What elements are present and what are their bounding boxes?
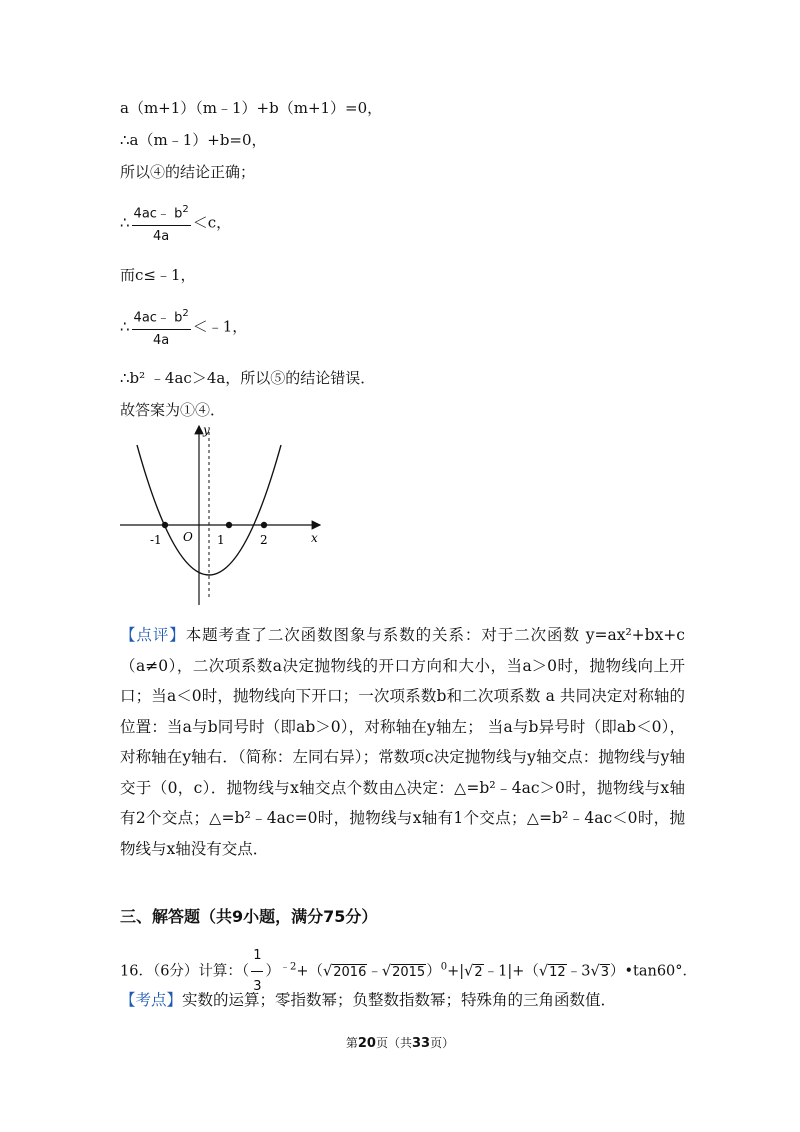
fraction-numerator: 4ac﹣ $b^2$ bbox=[132, 304, 191, 330]
comment-paragraph bbox=[120, 620, 685, 864]
origin-label: O bbox=[183, 530, 193, 544]
page-total: 33 bbox=[412, 1036, 431, 1051]
comment-tag: 【点评】 bbox=[120, 626, 186, 644]
fraction-numerator: 4ac﹣ $b^2$ bbox=[132, 200, 191, 226]
fraction-line-2 bbox=[120, 304, 247, 351]
root-point-left bbox=[162, 522, 168, 528]
text-line-8: 故答案为①④． bbox=[120, 401, 226, 419]
fraction-line-1 bbox=[120, 200, 231, 247]
kaodian-line bbox=[120, 990, 616, 1010]
kaodian-text: 实数的运算；零指数幂；负整数指数幂；特殊角的三角函数值． bbox=[182, 991, 617, 1009]
text-line-1: a（m+1）（m﹣1）+b（m+1）=0， bbox=[120, 99, 383, 117]
text-line-7: ∴b² ﹣4ac＞4a，所以⑤的结论错误． bbox=[120, 369, 376, 387]
tick-label-neg1: -1 bbox=[150, 533, 162, 547]
x-axis-label: x bbox=[311, 531, 318, 545]
tick-label-2: 2 bbox=[260, 533, 268, 547]
therefore-symbol: ∴ bbox=[120, 213, 130, 232]
root-point-right bbox=[261, 522, 267, 528]
fraction-line-2-tail: ＜﹣1， bbox=[192, 317, 248, 336]
fraction bbox=[132, 200, 191, 247]
comment-text: 本题考查了二次函数图象与系数的关系：对于二次函数 y=ax²+bx+c（a≠0），二次项系数a决定抛物线的开口方向和大小，当a＞0时，抛物线向上开口；当a＜0时，抛物线向下开口；一次项系数b和二次项系数 a 共同决定对称轴的位置：当a与b同号时（即ab＞0），对称轴在y轴左； 当a与b异号时（即ab＜0），对称轴在y轴右．（简称：左同右异）；常数项c决定抛物线与y轴交点：抛物线与y轴交于（0，c）．抛物线与x轴交点个数由△决定：△=b²﹣4ac＞0时，抛物线与x轴有2个交点；△=b²﹣4ac=0时，抛物线与x轴有1个交点；△=b²﹣4ac＜0时，抛物线与x轴没有交点． bbox=[120, 626, 685, 858]
tick-label-1: 1 bbox=[217, 533, 225, 547]
y-axis-label: y bbox=[203, 423, 210, 437]
q16-fraction: $\frac{1}{3}$ bbox=[251, 942, 263, 1001]
text-line-2: ∴a（m﹣1）+b=0， bbox=[120, 131, 267, 149]
therefore-symbol: ∴ bbox=[120, 317, 130, 336]
fraction-line-1-tail: ＜c， bbox=[192, 213, 232, 232]
text-line-3: 所以④的结论正确； bbox=[120, 163, 256, 181]
text-line-5: 而c≤﹣1， bbox=[120, 266, 196, 284]
kaodian-tag: 【考点】 bbox=[120, 991, 183, 1009]
fraction-denominator: 4a bbox=[153, 333, 170, 349]
page-footer: 第20页（共33页） bbox=[345, 1036, 455, 1051]
question-16: 16．（6分）计算：（ $\frac{1}{3}$ ）$^{﹣2}$+（√2016﹣√2015）$^0$+|√2﹣1|+（√12﹣3√3）•tan60°． bbox=[120, 942, 697, 1001]
fraction bbox=[132, 304, 191, 351]
parabola-graph bbox=[115, 420, 345, 610]
section-heading: 三、解答题（共9小题，满分75分） bbox=[120, 907, 378, 926]
page-number: 20 bbox=[357, 1036, 376, 1051]
point-one bbox=[226, 522, 232, 528]
fraction-denominator: 4a bbox=[153, 229, 170, 245]
